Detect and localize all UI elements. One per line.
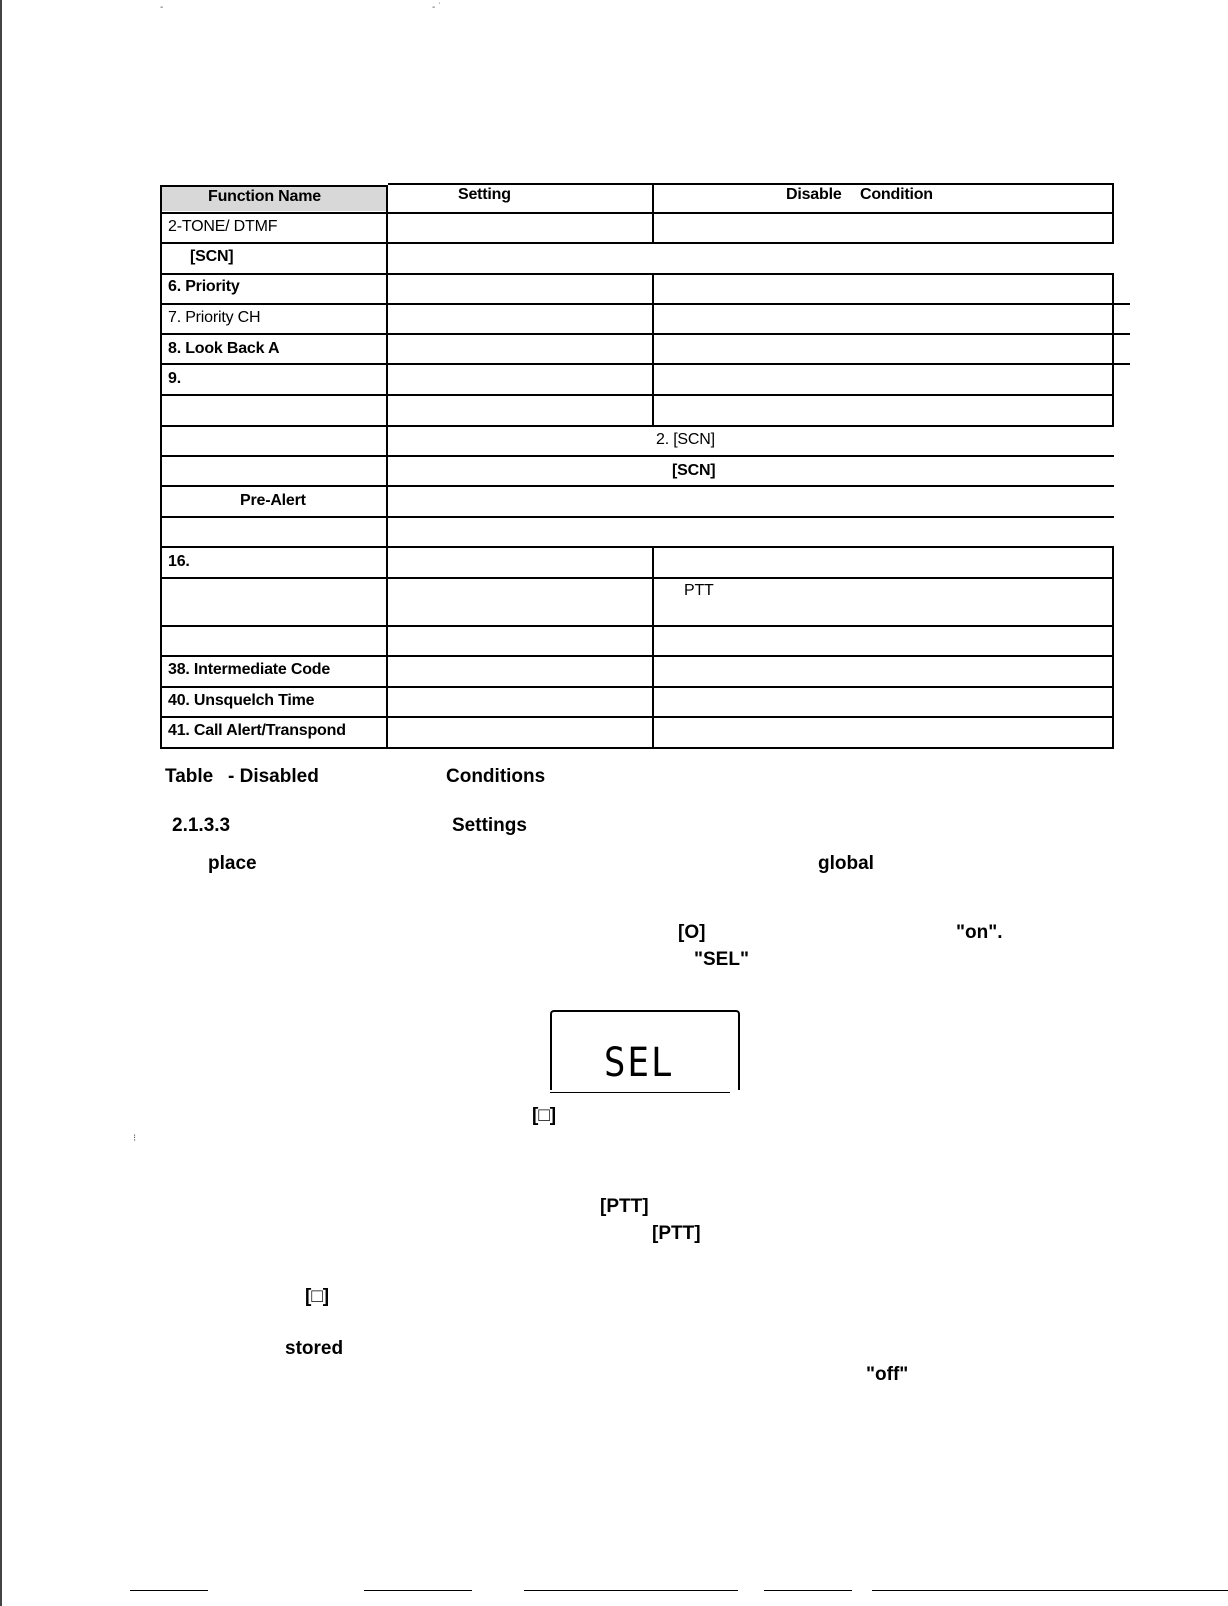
footer-rule [872,1590,1228,1591]
table-caption-disabled: - Disabled [228,766,319,787]
rule [160,716,1114,718]
rule [160,242,1114,244]
text-fragment: stored [285,1338,344,1359]
rule [1112,273,1114,425]
rule [386,185,388,747]
text-fragment: "off" [866,1364,909,1385]
row-label: 16. [168,553,190,570]
rule [160,485,1114,487]
rule [160,516,1114,518]
header-setting: Setting [458,186,511,203]
rule [160,686,1114,688]
rule [160,185,162,747]
rule [160,546,1114,548]
rule [160,303,1130,305]
row-label: 38. Intermediate Code [168,661,331,678]
rule [388,183,1114,185]
lcd-display-text: SEL [603,1040,675,1086]
rule [160,747,1114,749]
row-label: 8. Look Back A [168,340,280,357]
ptt-key-label: [PTT] [600,1196,649,1217]
table-caption-label: Table [165,766,214,787]
key-o-icon: [O] [678,922,706,943]
rule [388,273,1114,275]
rule [652,547,654,747]
scan-speck: - [160,2,164,13]
section-number: 2.1.3.3 [172,815,231,836]
rule [652,185,654,242]
rule [160,577,1114,579]
section-title: Settings [452,815,527,836]
rule [160,212,1114,214]
row-label: 41. Call Alert/Transpond [168,722,346,739]
scan-speck: ⁝ [133,1133,137,1144]
condition-fragment: PTT [684,582,714,599]
header-condition: Condition [860,186,933,203]
rule [1112,183,1114,242]
header-disable: Disable [786,186,842,203]
footer-rule [364,1590,472,1591]
row-label: 7. Priority CH [168,309,261,326]
footer-rule [130,1590,208,1591]
text-fragment: place [208,853,257,874]
lcd-display-base [550,1092,730,1093]
footer-rule [524,1590,738,1591]
header-function-name: Function Name [208,188,321,205]
row-label: 40. Unsquelch Time [168,692,315,709]
text-fragment: global [818,853,874,874]
row-label: Pre-Alert [240,492,306,509]
rule [160,273,388,275]
page-left-edge [0,0,2,1606]
table-caption-conditions: Conditions [446,766,546,787]
condition-fragment: 2. [SCN] [656,431,715,448]
text-fragment: "on". [956,922,1003,943]
row-label: 9. [168,370,181,387]
rule [160,333,1130,335]
rule [160,655,1114,657]
footer-rule [764,1590,852,1591]
key-square-icon: [□] [305,1286,330,1307]
key-square-icon: [□] [532,1105,557,1126]
rule [160,394,1114,396]
text-fragment: "SEL" [694,949,749,970]
rule [1112,547,1114,747]
rule [160,363,1130,365]
rule [160,185,388,187]
row-label: 2-TONE/ DTMF [168,218,278,235]
rule [652,273,654,425]
condition-fragment: [SCN] [672,462,716,479]
ptt-key-label: [PTT] [652,1223,701,1244]
rule [160,625,1114,627]
rule [160,455,1114,457]
rule [160,425,1114,427]
row-label: 6. Priority [168,278,240,295]
row-label: [SCN] [190,248,234,265]
scan-speck: - ˙ [432,2,442,13]
